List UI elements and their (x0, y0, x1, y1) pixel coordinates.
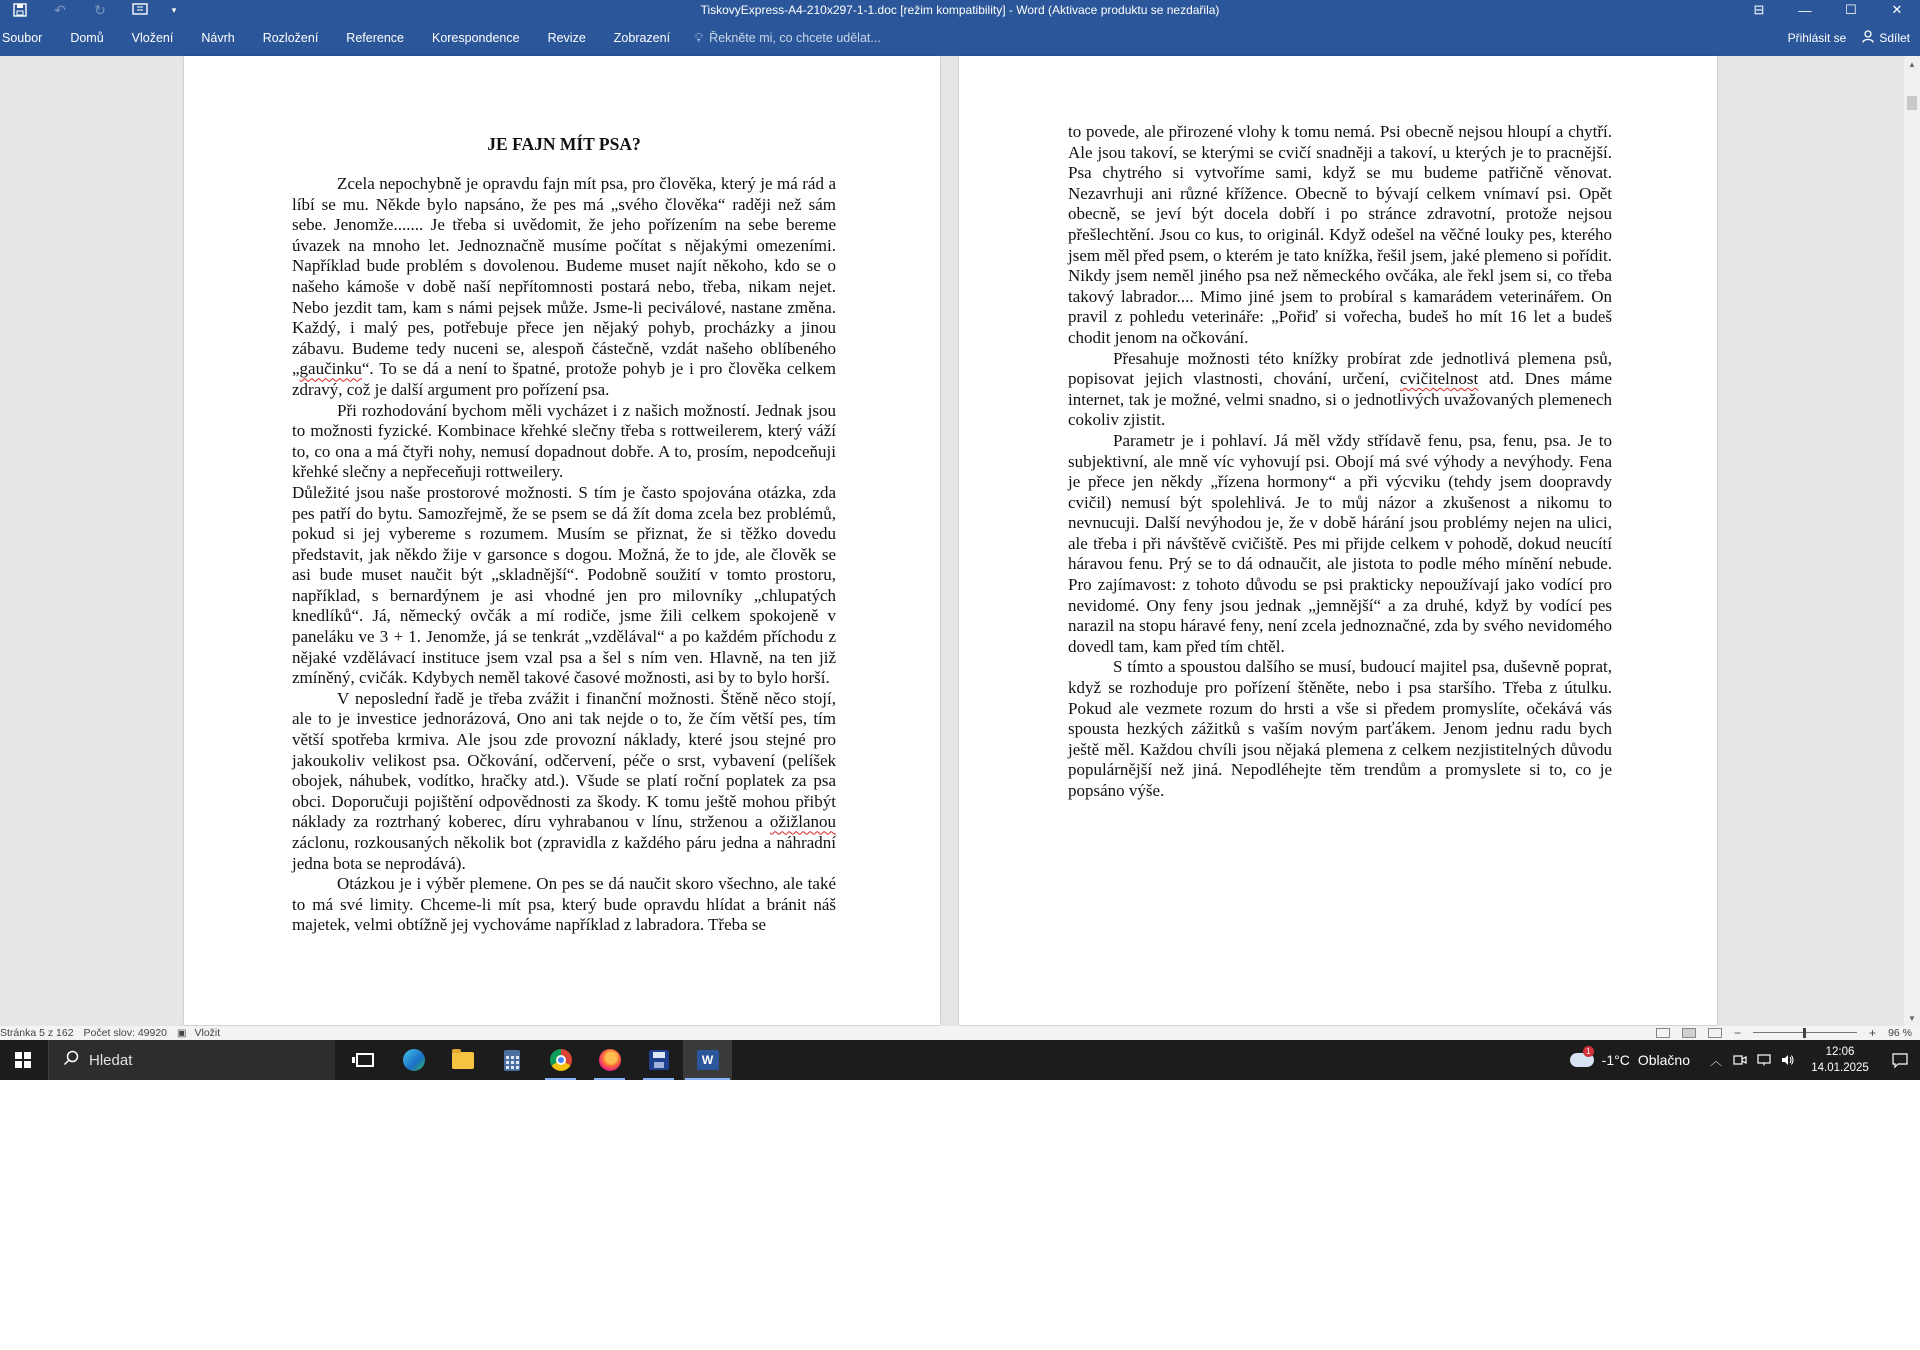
weather-temp: -1°C (1601, 1052, 1630, 1068)
running-indicator (643, 1078, 674, 1080)
cloud-icon (1570, 1047, 1594, 1067)
edge-icon (403, 1049, 425, 1071)
edge-button[interactable] (389, 1040, 438, 1080)
tab-design[interactable]: Návrh (201, 31, 235, 45)
window-controls (1736, 0, 1920, 20)
task-view-icon (356, 1053, 374, 1067)
paragraph: to povede, ale přirozené vlohy k tomu nemá. Psi obecně nejsou hloupí a chytří. Ale jsou takoví, se kterými se cvičí snadněji a takoví, u kterých je to pracnější. Psa chytrého si vytvoříme sami, když se mu budeme patřičně věnovat. Nezavrhuji ani různé křížence. Obecně to bývají celkem vnímaví psi. Opět obecně, se jeví být docela dobří i po stránce zdravotní, protože nejsou přešlechtění. Jsou co kus, to originál. Když odešel na věčné louky pes, kterého jsem měl před psem, o kterém je tato knížka, řešil jsem, jaké plemeno si pořídit. Nikdy jsem neměl jiného psa než německého ovčáka, ale řekl jsem si, co třeba takový labrador.... Mimo jiné jsem to probíral s kamarádem veterinářem. On pravil z pohledu veterináře: „Pořiď si vořecha, budeš ho mít 16 let a budeš chodit jenom na očkování. (1068, 122, 1612, 347)
read-mode-icon[interactable] (1656, 1028, 1670, 1038)
tab-view[interactable]: Zobrazení (613, 31, 671, 45)
clock[interactable] (1800, 1040, 1880, 1080)
share-button[interactable] (1856, 20, 1920, 56)
ribbon-tab-list (0, 20, 881, 56)
running-indicator (685, 1078, 730, 1080)
system-tray (1570, 1040, 1920, 1080)
volume-icon[interactable] (1776, 1040, 1800, 1080)
share-label: Sdílet (1879, 31, 1910, 45)
page-right-text[interactable] (1068, 122, 1612, 802)
scrollbar-thumb[interactable] (1907, 96, 1917, 110)
vertical-scrollbar[interactable] (1904, 56, 1920, 1026)
page-left[interactable] (184, 56, 940, 1025)
insert-mode[interactable]: Vložit (194, 1027, 221, 1039)
scroll-down-icon[interactable]: ▼ (1908, 1013, 1916, 1023)
save-app-button[interactable] (634, 1040, 683, 1080)
tab-file[interactable]: Soubor (2, 31, 43, 45)
zoom-out-icon[interactable]: − (1734, 1026, 1742, 1040)
maximize-button[interactable]: ☐ (1845, 2, 1857, 17)
tab-mailings[interactable]: Korespondence (431, 31, 520, 45)
windows-logo-icon (15, 1052, 31, 1068)
folder-icon (452, 1052, 474, 1069)
person-icon (1862, 30, 1874, 46)
search-placeholder: Hledat (89, 1051, 133, 1069)
document-heading: JE FAJN MÍT PSA? (487, 134, 641, 154)
page-indicator[interactable]: Stránka 5 z 162 (0, 1027, 74, 1039)
search-icon (63, 1050, 79, 1071)
print-layout-icon[interactable] (1682, 1028, 1696, 1038)
spelling-error: gaučinku (299, 359, 362, 379)
ribbon-tabs (0, 20, 1920, 56)
document-title: TiskovyExpress-A4-210x297-1-1.doc [režim kompatibility] - Word (Aktivace produktu se nezdařila) (700, 3, 1220, 17)
status-right (1656, 1026, 1912, 1040)
page-right[interactable] (959, 56, 1717, 1025)
calculator-icon (504, 1050, 520, 1071)
zoom-in-icon[interactable]: + (1869, 1026, 1877, 1040)
touch-mode-icon[interactable] (120, 0, 160, 20)
title-bar (0, 0, 1920, 20)
page-left-text[interactable] (292, 134, 836, 936)
calculator-button[interactable] (487, 1040, 536, 1080)
taskbar-search[interactable] (48, 1040, 335, 1080)
spelling-error: ožižlanou (769, 812, 836, 832)
document-canvas[interactable] (0, 56, 1904, 1026)
taskbar (0, 1040, 1920, 1080)
quick-access-toolbar (0, 0, 188, 20)
start-button[interactable] (0, 1040, 46, 1080)
word-icon: W (697, 1050, 719, 1070)
word-count[interactable]: Počet slov: 49920 (83, 1027, 168, 1039)
paragraph: Parametr je i pohlaví. Já měl vždy střídavě fenu, psa, fenu, psa. Je to subjektivní, ale mně víc vyhovují psi. Obojí má své výhody a nevýhody. Fena je přece jen někdy „řízena hormony“ a při výcviku (tehdy jsem doopravdy cvičil) nemusí být spolehlivá. Je to můj názor a zkušenost a nikomu to nevnucuji. Další nevýhodou je, že v době hárání jsou problémy nejen na ulici, ale třeba i při návštěvě cvičiště. Pes mi přijde celkem v pohodě, dokud neucítí háravou fenu. Prý se to dá odnaučit, ale jistota to podle mého mínění nebude. Pro zajímavost: z tohoto důvodu se psi prakticky nepoužívají jako vodící pro nevidomé. Ony feny jsou jednak „jemnější“ a za druhé, když by vodící pes narazil na stopu háravé feny, není zcela jednoznačné, zda by svého nevidomého dovedl tam, kam před tím chtěl. (1068, 430, 1612, 656)
weather-badge: 1 (1583, 1046, 1594, 1057)
minimize-button[interactable]: — (1798, 2, 1812, 18)
paragraph: Přesahuje možnosti této knížky probírat zde jednotlivá plemena psů, popisovat jejich vlastnosti, chování, určení, cvičitelnost atd. Dnes máme internet, tak je možné, velmi snadno, si o jednotlivých uvažovaných plemenech cokoliv zjistit. (1068, 348, 1612, 430)
customize-qat-icon[interactable]: ▾ (171, 4, 177, 15)
tell-me-placeholder: Řekněte mi, co chcete udělat... (709, 31, 881, 45)
task-view-button[interactable] (340, 1040, 389, 1080)
zoom-level[interactable]: 96 % (1888, 1027, 1912, 1039)
chevron-up-icon[interactable]: ︿ (1709, 1053, 1722, 1068)
proofing-icon[interactable]: ▣ (177, 1027, 187, 1039)
status-bar (0, 1026, 1920, 1040)
chrome-icon (550, 1049, 572, 1071)
running-indicator (594, 1078, 625, 1080)
paragraph: V neposlední řadě je třeba zvážit i finanční možnosti. Štěně něco stojí, ale to je investice jednorázová, Ono ani tak nejde o to, že čím větší pes, tím větší spotřeba krmiva. Ale jsou zde provozní náklady, které jsou stejné pro jakoukoliv velikost psa. Očkování, odčervení, péče o srst, vybavení (pelíšek obojek, náhubek, vodítko, hračky atd.). Všude se platí roční poplatek za psa obci. Doporučuji pojištění odpovědnosti za škody. K tomu ještě mohou přibýt náklady za roztrhaný koberec, díru vyhrabanou v línu, strženou a ožižlanou záclonu, rozkousaných několik bot (zpravidla z každého páru jedna a náhradní jedna bota se neprodává). (292, 688, 836, 873)
firefox-button[interactable] (585, 1040, 634, 1080)
tell-me-search[interactable] (684, 20, 881, 56)
meet-now-icon[interactable] (1728, 1040, 1752, 1080)
tab-review[interactable]: Revize (547, 31, 586, 45)
sign-in-button[interactable]: Přihlásit se (1787, 31, 1847, 45)
firefox-icon (599, 1049, 621, 1071)
notification-icon[interactable] (1880, 1040, 1920, 1080)
paragraph: Zcela nepochybně je opravdu fajn mít psa, pro člověka, který je má rád a líbí se mu. Někde bylo napsáno, že pes má „svého člověka“ raději než sám sebe. Jenomže....... Je třeba si uvědomit, že jeho pořízením na sebe bereme úvazek na mnoho let. Jednoznačně musíme počítat s nějakými omezeními. Například bude problém s dovolenou. Budeme muset najít někoho, kdo se o našeho kámoše v době naší nepřítomnosti postará nebo, třeba, nikam nejet. Nebo jezdit tam, kam s námi pejsek může. Jsme-li peciválové, nastane změna. Každý, i malý pes, potřebuje přece jen nějaký pohyb, procházky a jinou zábavu. Budeme tedy nuceni se, alespoň částečně, vzdát našeho oblíbeného „gaučinku“. To se dá a není to špatné, protože pohyb je i pro člověka celkem zdravý, což je další argument pro pořízení psa. (292, 174, 836, 399)
taskbar-apps (340, 1040, 732, 1080)
lightbulb-icon: 💡︎ (694, 30, 704, 45)
floppy-icon (649, 1050, 669, 1070)
zoom-slider[interactable] (1753, 1028, 1857, 1038)
spelling-error: cvičitelnost (1399, 369, 1479, 389)
tab-home[interactable]: Domů (70, 31, 104, 45)
clock-date: 14.01.2025 (1811, 1062, 1869, 1074)
tab-references[interactable]: Reference (346, 31, 404, 45)
network-icon[interactable] (1752, 1040, 1776, 1080)
undo-icon[interactable]: ↶ (54, 1, 66, 18)
close-button[interactable]: ✕ (1891, 2, 1903, 17)
weather-widget[interactable] (1570, 1047, 1704, 1068)
scroll-up-icon[interactable]: ▲ (1908, 59, 1916, 69)
account-area (1778, 20, 1920, 56)
status-left (0, 1026, 230, 1040)
word-button[interactable] (683, 1040, 732, 1080)
running-indicator (545, 1078, 576, 1080)
clock-time: 12:06 (1825, 1046, 1855, 1058)
tab-layout[interactable]: Rozložení (262, 31, 319, 45)
chrome-button[interactable] (536, 1040, 585, 1080)
paragraph: Při rozhodování bychom měli vycházet i z našich možností. Jednak jsou to možnosti fyzické. Kombinace křehké slečny třeba s rottweilerem, který váží to, co ona a má čtyři nohy, nemusí dopadnout dobře. A to, prosím, nepodceňuji křehké slečny a nepřeceňuji rottweilery. (292, 400, 836, 482)
zoom-slider-knob[interactable] (1803, 1028, 1806, 1038)
save-icon[interactable] (0, 0, 40, 20)
web-layout-icon[interactable] (1708, 1028, 1722, 1038)
paragraph: S tímto a spoustou dalšího se musí, budoucí majitel psa, duševně poprat, když se rozhoduje pro pořízení štěněte, nebo i psa staršího. Třeba z útulku. Pokud ale vezmete rozum do hrsti a vše si předem promyslíte, očekává vás spousta hezkých zážitků s vaším novým parťákem. Jenom jednu radu bych ještě měl. Každou chvíli jsou nějaká plemena z celkem nezjistitelných důvodu populárnější než jiná. Nepodléhejte těm trendům a promyslete si to, co je popsáno výše. (1068, 657, 1612, 800)
weather-desc: Oblačno (1637, 1052, 1690, 1068)
tab-insert[interactable]: Vložení (131, 31, 174, 45)
paragraph: Důležité jsou naše prostorové možnosti. S tím je často spojována otázka, zda pes patří do bytu. Samozřejmě, že se psem se dá žít doma zcela bez problémů, pokud si jej vybereme s rozumem. Musím se přiznat, že si těžko dovedu představit, jak někdo žije v garsonce s dogou. Možná, že to jde, ale člověk se asi bude muset naučit být „skladnější“. Podobně soužití v tomto prostoru, například, s bernardýnem je asi vhodné jen pro milovníky „chlupatých knedlíků“. Já, německý ovčák a mí rodiče, jsme žili celkem spokojeně v paneláku ve 3 + 1. Jenomže, já se tenkrát „vzdělával“ a po každém příchodu z nějaké vzdělávací instituce jsem vzal psa a šel s ním ven. Hlavně, na ten již zmíněný, cvičák. Kdybych neměl takové časové možnosti, asi by to bylo horší. (292, 482, 836, 688)
ribbon-display-options-icon[interactable]: ⊟ (1753, 2, 1765, 17)
file-explorer-button[interactable] (438, 1040, 487, 1080)
paragraph: Otázkou je i výběr plemene. On pes se dá naučit skoro všechno, ale také to má své limity. Chceme-li mít psa, který bude opravdu hlídat a bránit náš majetek, velmi obtížně jej vychováme například z labradora. Třeba se (292, 874, 836, 935)
redo-icon[interactable]: ↻ (94, 1, 106, 18)
